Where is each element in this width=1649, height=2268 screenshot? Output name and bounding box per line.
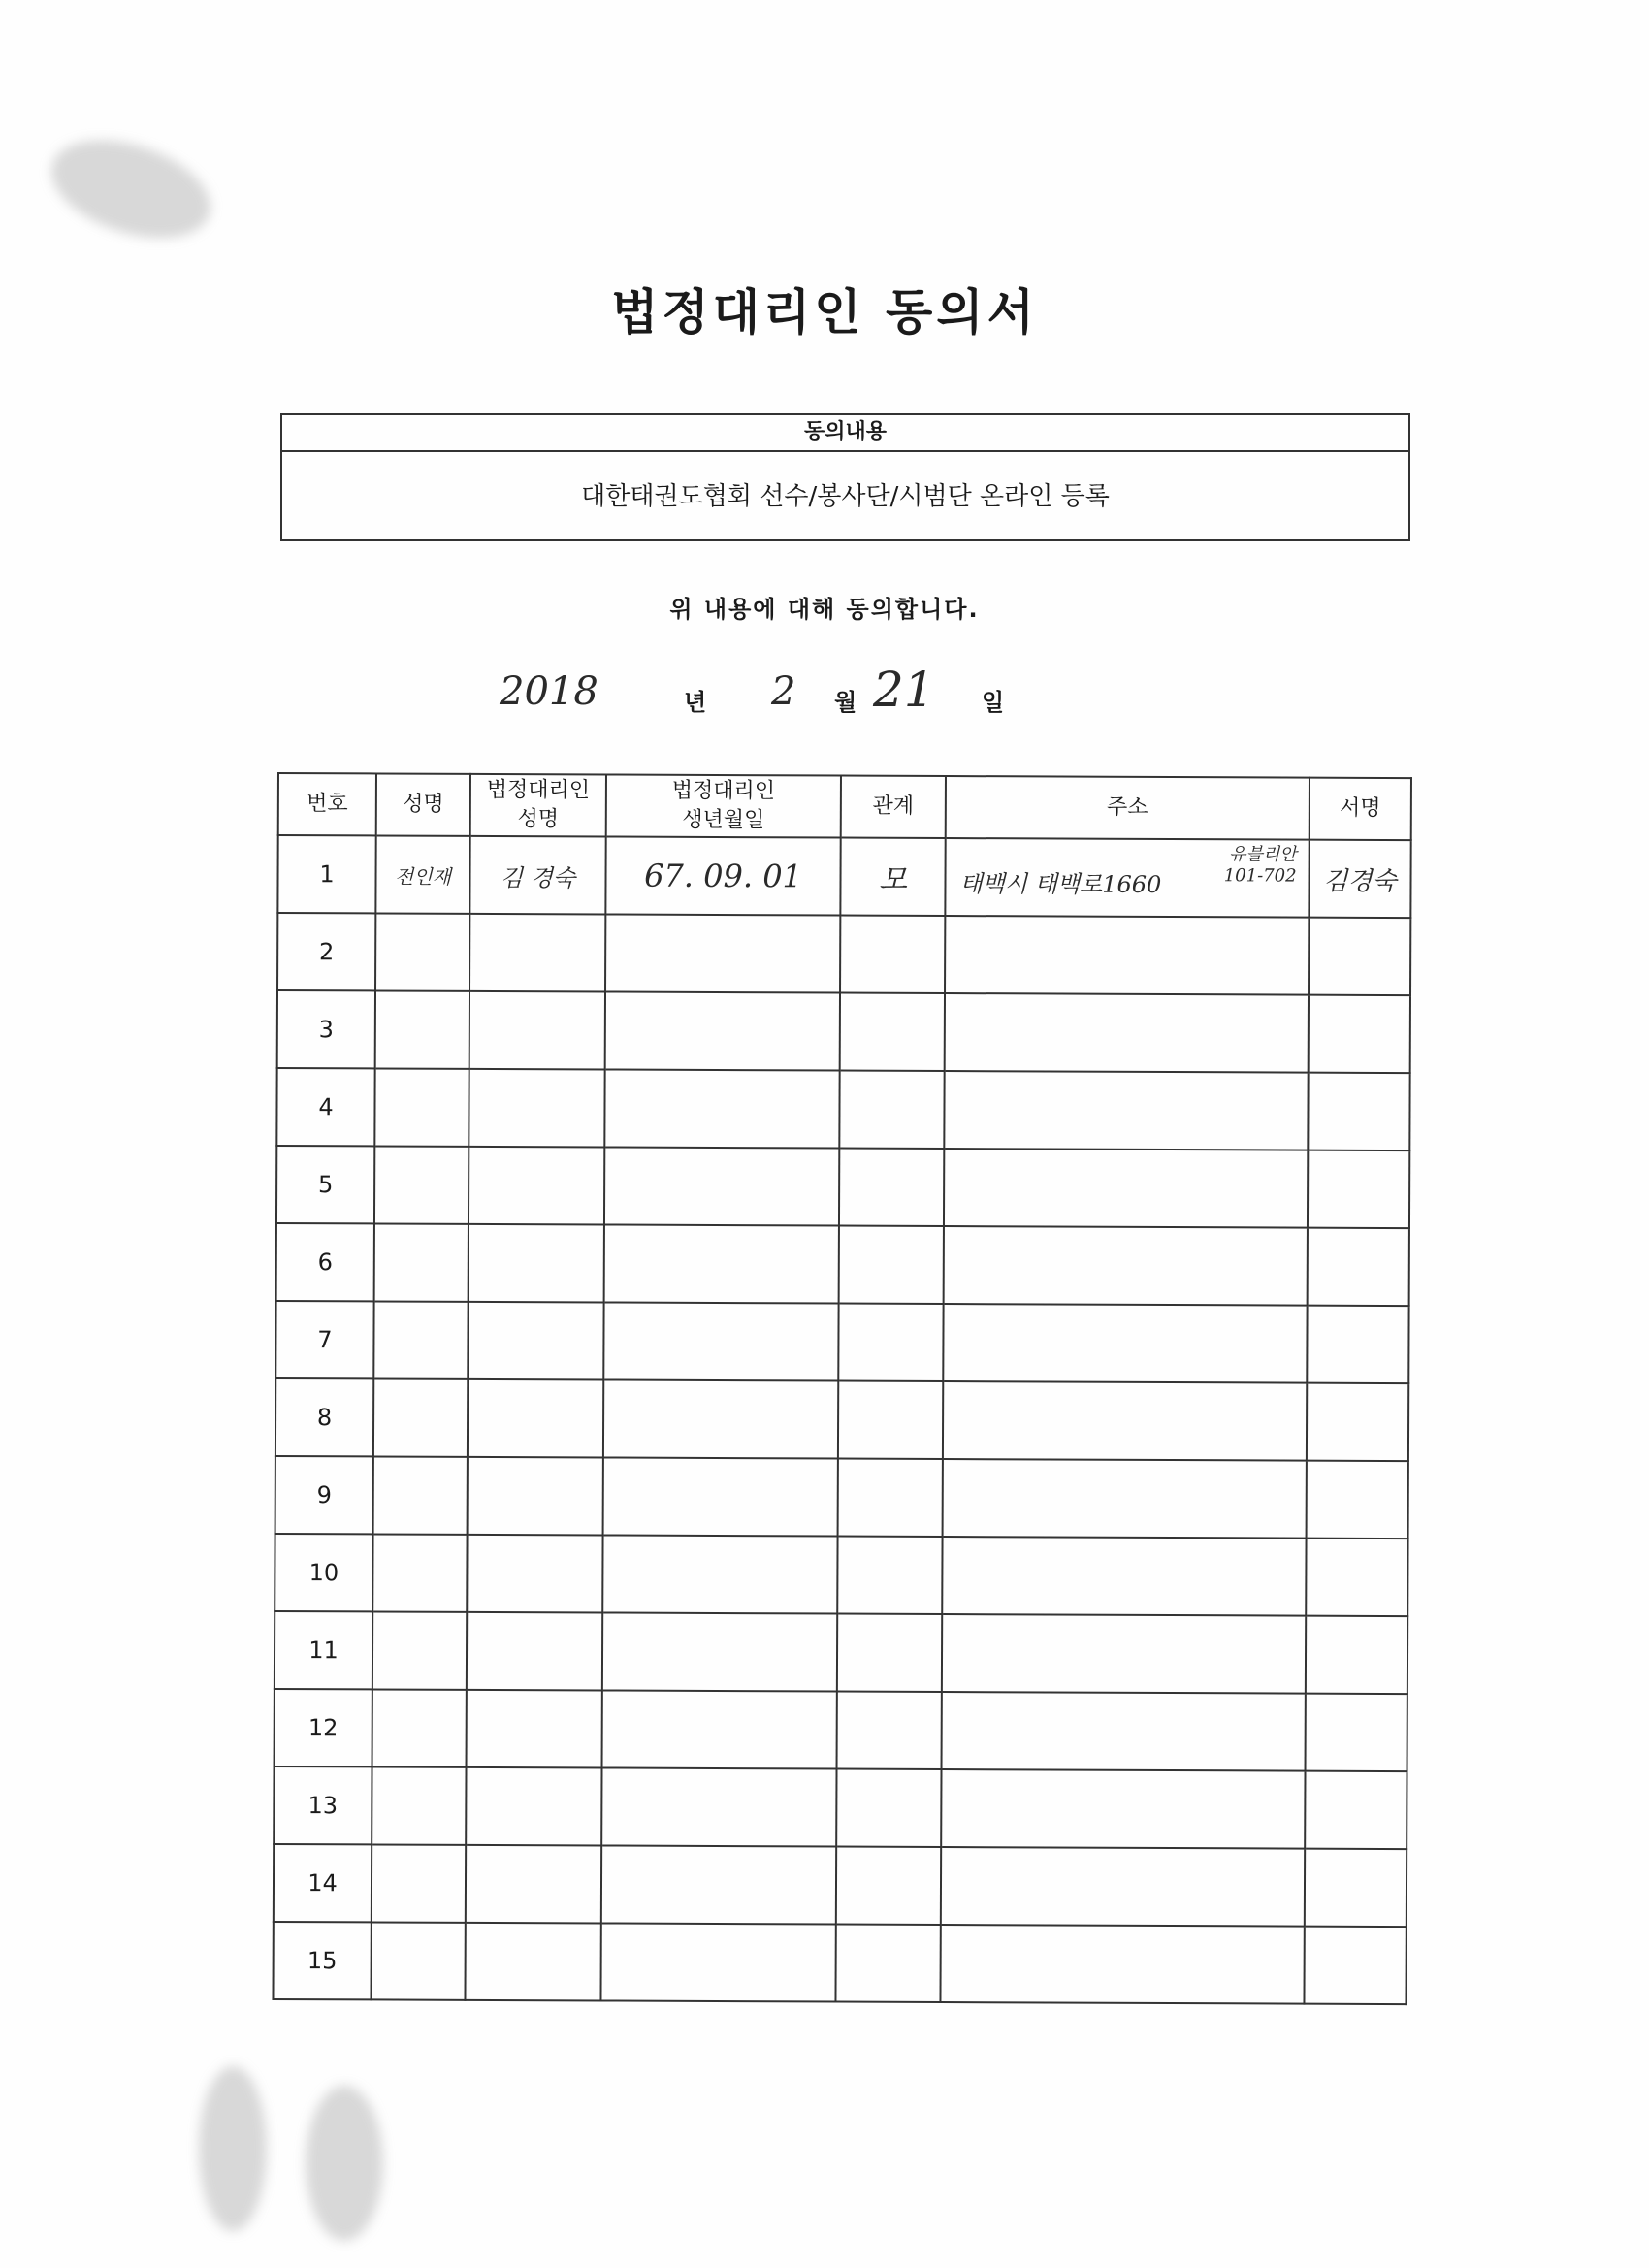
cell-relation: 모 xyxy=(840,838,945,916)
cell-address[interactable] xyxy=(940,1925,1304,2004)
cell-relation[interactable] xyxy=(840,916,945,993)
cell-name[interactable] xyxy=(371,1922,465,1999)
scan-smudge xyxy=(199,2066,267,2231)
cell-signature[interactable] xyxy=(1308,1228,1409,1306)
registration-table xyxy=(272,772,1412,2005)
cell-name[interactable] xyxy=(374,1068,469,1146)
cell-signature[interactable] xyxy=(1306,1616,1407,1694)
table-header-row xyxy=(278,773,1411,840)
cell-signature[interactable] xyxy=(1306,1539,1407,1616)
cell-no: 7 xyxy=(275,1301,373,1378)
cell-guardian-birth[interactable] xyxy=(603,1302,838,1380)
cell-signature[interactable] xyxy=(1306,1694,1407,1771)
scan-smudge xyxy=(306,2086,383,2241)
cell-no: 12 xyxy=(275,1689,372,1766)
cell-guardian-birth: 67. 09. 01 xyxy=(605,836,840,915)
date-year-label: 년 xyxy=(684,689,707,716)
scan-smudge xyxy=(39,122,222,256)
cell-guardian-birth[interactable] xyxy=(601,1845,836,1924)
cell-no: 6 xyxy=(276,1223,374,1301)
cell-relation[interactable] xyxy=(835,1925,940,2002)
cell-signature: 김경숙 xyxy=(1309,840,1410,918)
cell-guardian-birth[interactable] xyxy=(605,914,840,992)
address-extra-line1: 유블리안 xyxy=(1229,844,1297,865)
header-relation: 관계 xyxy=(841,776,946,838)
cell-signature[interactable] xyxy=(1308,1150,1409,1228)
cell-guardian-name: 김 경숙 xyxy=(469,836,605,915)
cell-relation[interactable] xyxy=(836,1769,941,1847)
table-row xyxy=(275,1534,1407,1616)
cell-name[interactable] xyxy=(372,1689,467,1766)
cell-name[interactable] xyxy=(375,990,469,1068)
cell-guardian-name[interactable] xyxy=(469,1147,604,1225)
cell-name[interactable] xyxy=(375,913,469,990)
cell-address[interactable] xyxy=(944,1071,1308,1150)
header-guardian-birth-line1: 법정대리인 xyxy=(671,778,776,804)
cell-guardian-birth[interactable] xyxy=(603,1457,838,1536)
table-row xyxy=(275,1689,1407,1771)
cell-guardian-name[interactable] xyxy=(466,1767,601,1846)
header-guardian-name xyxy=(470,774,606,837)
cell-guardian-name[interactable] xyxy=(469,1224,604,1303)
address-extra-line2: 101-702 xyxy=(1223,865,1297,887)
date-month-value: 2 xyxy=(771,669,796,714)
table-row xyxy=(276,1223,1409,1306)
cell-address[interactable] xyxy=(945,993,1309,1073)
consent-body: 대한태권도협회 선수/봉사단/시범단 온라인 등록 xyxy=(581,482,1110,511)
cell-relation[interactable] xyxy=(837,1537,942,1614)
cell-signature[interactable] xyxy=(1307,1461,1408,1539)
cell-no: 8 xyxy=(275,1378,373,1456)
date-day-label: 일 xyxy=(982,689,1005,716)
table-row xyxy=(274,1766,1406,1849)
header-guardian-birth-line2: 생년월일 xyxy=(682,807,765,833)
cell-name[interactable] xyxy=(372,1766,466,1844)
cell-relation[interactable] xyxy=(838,1381,943,1459)
cell-relation[interactable] xyxy=(837,1614,942,1692)
cell-guardian-birth[interactable] xyxy=(604,1147,839,1225)
cell-signature[interactable] xyxy=(1309,995,1410,1073)
table-row xyxy=(276,1146,1409,1228)
table-row xyxy=(275,1378,1408,1461)
cell-guardian-birth[interactable] xyxy=(602,1535,837,1613)
document-title: 법정대리인 동의서 xyxy=(611,283,1038,340)
cell-signature[interactable] xyxy=(1308,1073,1409,1150)
cell-guardian-name[interactable] xyxy=(465,1923,600,2001)
cell-name: 전인재 xyxy=(375,835,469,913)
table-row xyxy=(277,990,1410,1073)
cell-address[interactable] xyxy=(942,1614,1306,1694)
cell-guardian-name[interactable] xyxy=(469,1069,604,1148)
agree-statement: 위 내용에 대해 동의합니다. xyxy=(669,596,980,623)
cell-name[interactable] xyxy=(372,1611,467,1689)
table-row xyxy=(277,835,1410,918)
date-day-value: 21 xyxy=(873,662,935,718)
cell-guardian-name[interactable] xyxy=(466,1845,601,1924)
cell-guardian-name[interactable] xyxy=(468,1457,603,1536)
date-month-label: 월 xyxy=(834,689,857,716)
cell-no: 4 xyxy=(276,1068,374,1146)
cell-relation[interactable] xyxy=(840,993,945,1071)
cell-no: 1 xyxy=(277,835,375,913)
cell-no: 15 xyxy=(273,1922,371,1999)
header-no: 번호 xyxy=(278,773,376,835)
cell-address[interactable] xyxy=(943,1459,1307,1539)
cell-name[interactable] xyxy=(372,1534,467,1611)
cell-relation[interactable] xyxy=(838,1459,943,1537)
cell-name[interactable] xyxy=(374,1223,469,1301)
table-row xyxy=(275,1611,1407,1694)
cell-guardian-name[interactable] xyxy=(468,1302,603,1380)
cell-signature[interactable] xyxy=(1307,1383,1408,1461)
cell-no: 13 xyxy=(274,1766,372,1844)
header-guardian-birth xyxy=(606,774,841,837)
address-extra xyxy=(1224,844,1297,887)
date-row xyxy=(0,662,1649,728)
cell-address[interactable] xyxy=(944,1149,1308,1228)
cell-signature[interactable] xyxy=(1305,1849,1406,1927)
cell-guardian-name[interactable] xyxy=(469,991,605,1070)
cell-name[interactable] xyxy=(373,1301,468,1378)
header-address: 주소 xyxy=(946,776,1310,840)
address-main: 태백시 태백로1660 xyxy=(959,870,1162,898)
cell-no: 5 xyxy=(276,1146,374,1223)
cell-no: 3 xyxy=(277,990,375,1068)
consent-header: 동의내용 xyxy=(282,415,1408,452)
cell-no: 2 xyxy=(277,913,375,990)
table-row xyxy=(273,1922,1406,2004)
cell-relation[interactable] xyxy=(838,1304,943,1381)
cell-no: 10 xyxy=(275,1534,372,1611)
cell-name[interactable] xyxy=(373,1456,468,1534)
cell-no: 9 xyxy=(275,1456,373,1534)
cell-guardian-birth[interactable] xyxy=(602,1690,837,1768)
cell-signature[interactable] xyxy=(1309,918,1410,995)
cell-no: 11 xyxy=(275,1611,372,1689)
cell-address[interactable] xyxy=(941,1847,1305,1927)
cell-signature[interactable] xyxy=(1305,1771,1406,1849)
table-row xyxy=(274,1844,1406,1927)
cell-address xyxy=(945,838,1309,918)
date-year-value: 2018 xyxy=(500,669,598,714)
cell-guardian-name[interactable] xyxy=(468,1379,603,1458)
cell-guardian-name[interactable] xyxy=(469,914,605,992)
cell-guardian-birth[interactable] xyxy=(600,1923,835,2001)
table-row xyxy=(277,913,1410,995)
cell-name[interactable] xyxy=(374,1146,469,1223)
cell-relation[interactable] xyxy=(839,1071,944,1149)
cell-relation[interactable] xyxy=(836,1847,941,1925)
cell-relation[interactable] xyxy=(839,1149,944,1226)
cell-guardian-name[interactable] xyxy=(467,1535,602,1613)
cell-guardian-birth[interactable] xyxy=(602,1612,837,1691)
cell-guardian-name[interactable] xyxy=(467,1612,602,1691)
header-signature: 서명 xyxy=(1310,778,1411,840)
cell-guardian-birth[interactable] xyxy=(604,1069,839,1148)
cell-guardian-birth[interactable] xyxy=(604,1224,839,1303)
header-guardian-name-line1: 법정대리인 xyxy=(486,777,591,803)
cell-name[interactable] xyxy=(372,1844,466,1922)
cell-guardian-birth[interactable] xyxy=(603,1379,838,1458)
cell-address[interactable] xyxy=(943,1304,1307,1383)
cell-no: 14 xyxy=(274,1844,372,1922)
address-wrap xyxy=(946,839,1308,917)
table-row xyxy=(275,1456,1408,1539)
cell-name[interactable] xyxy=(373,1378,468,1456)
table-row xyxy=(275,1301,1408,1383)
cell-address[interactable] xyxy=(945,916,1309,995)
cell-address[interactable] xyxy=(942,1692,1306,1771)
cell-guardian-name[interactable] xyxy=(467,1690,602,1768)
cell-guardian-birth[interactable] xyxy=(605,991,840,1070)
cell-address[interactable] xyxy=(942,1537,1306,1616)
cell-address[interactable] xyxy=(944,1226,1308,1306)
cell-address[interactable] xyxy=(943,1381,1307,1461)
cell-relation[interactable] xyxy=(837,1692,942,1769)
cell-relation[interactable] xyxy=(839,1226,944,1304)
header-guardian-name-line2: 성명 xyxy=(517,807,560,832)
table-row xyxy=(276,1068,1409,1150)
cell-signature[interactable] xyxy=(1304,1927,1406,2004)
cell-guardian-birth[interactable] xyxy=(601,1767,836,1846)
consent-box xyxy=(280,413,1410,541)
cell-address[interactable] xyxy=(941,1769,1305,1849)
cell-signature[interactable] xyxy=(1307,1306,1408,1383)
header-name: 성명 xyxy=(376,773,470,835)
